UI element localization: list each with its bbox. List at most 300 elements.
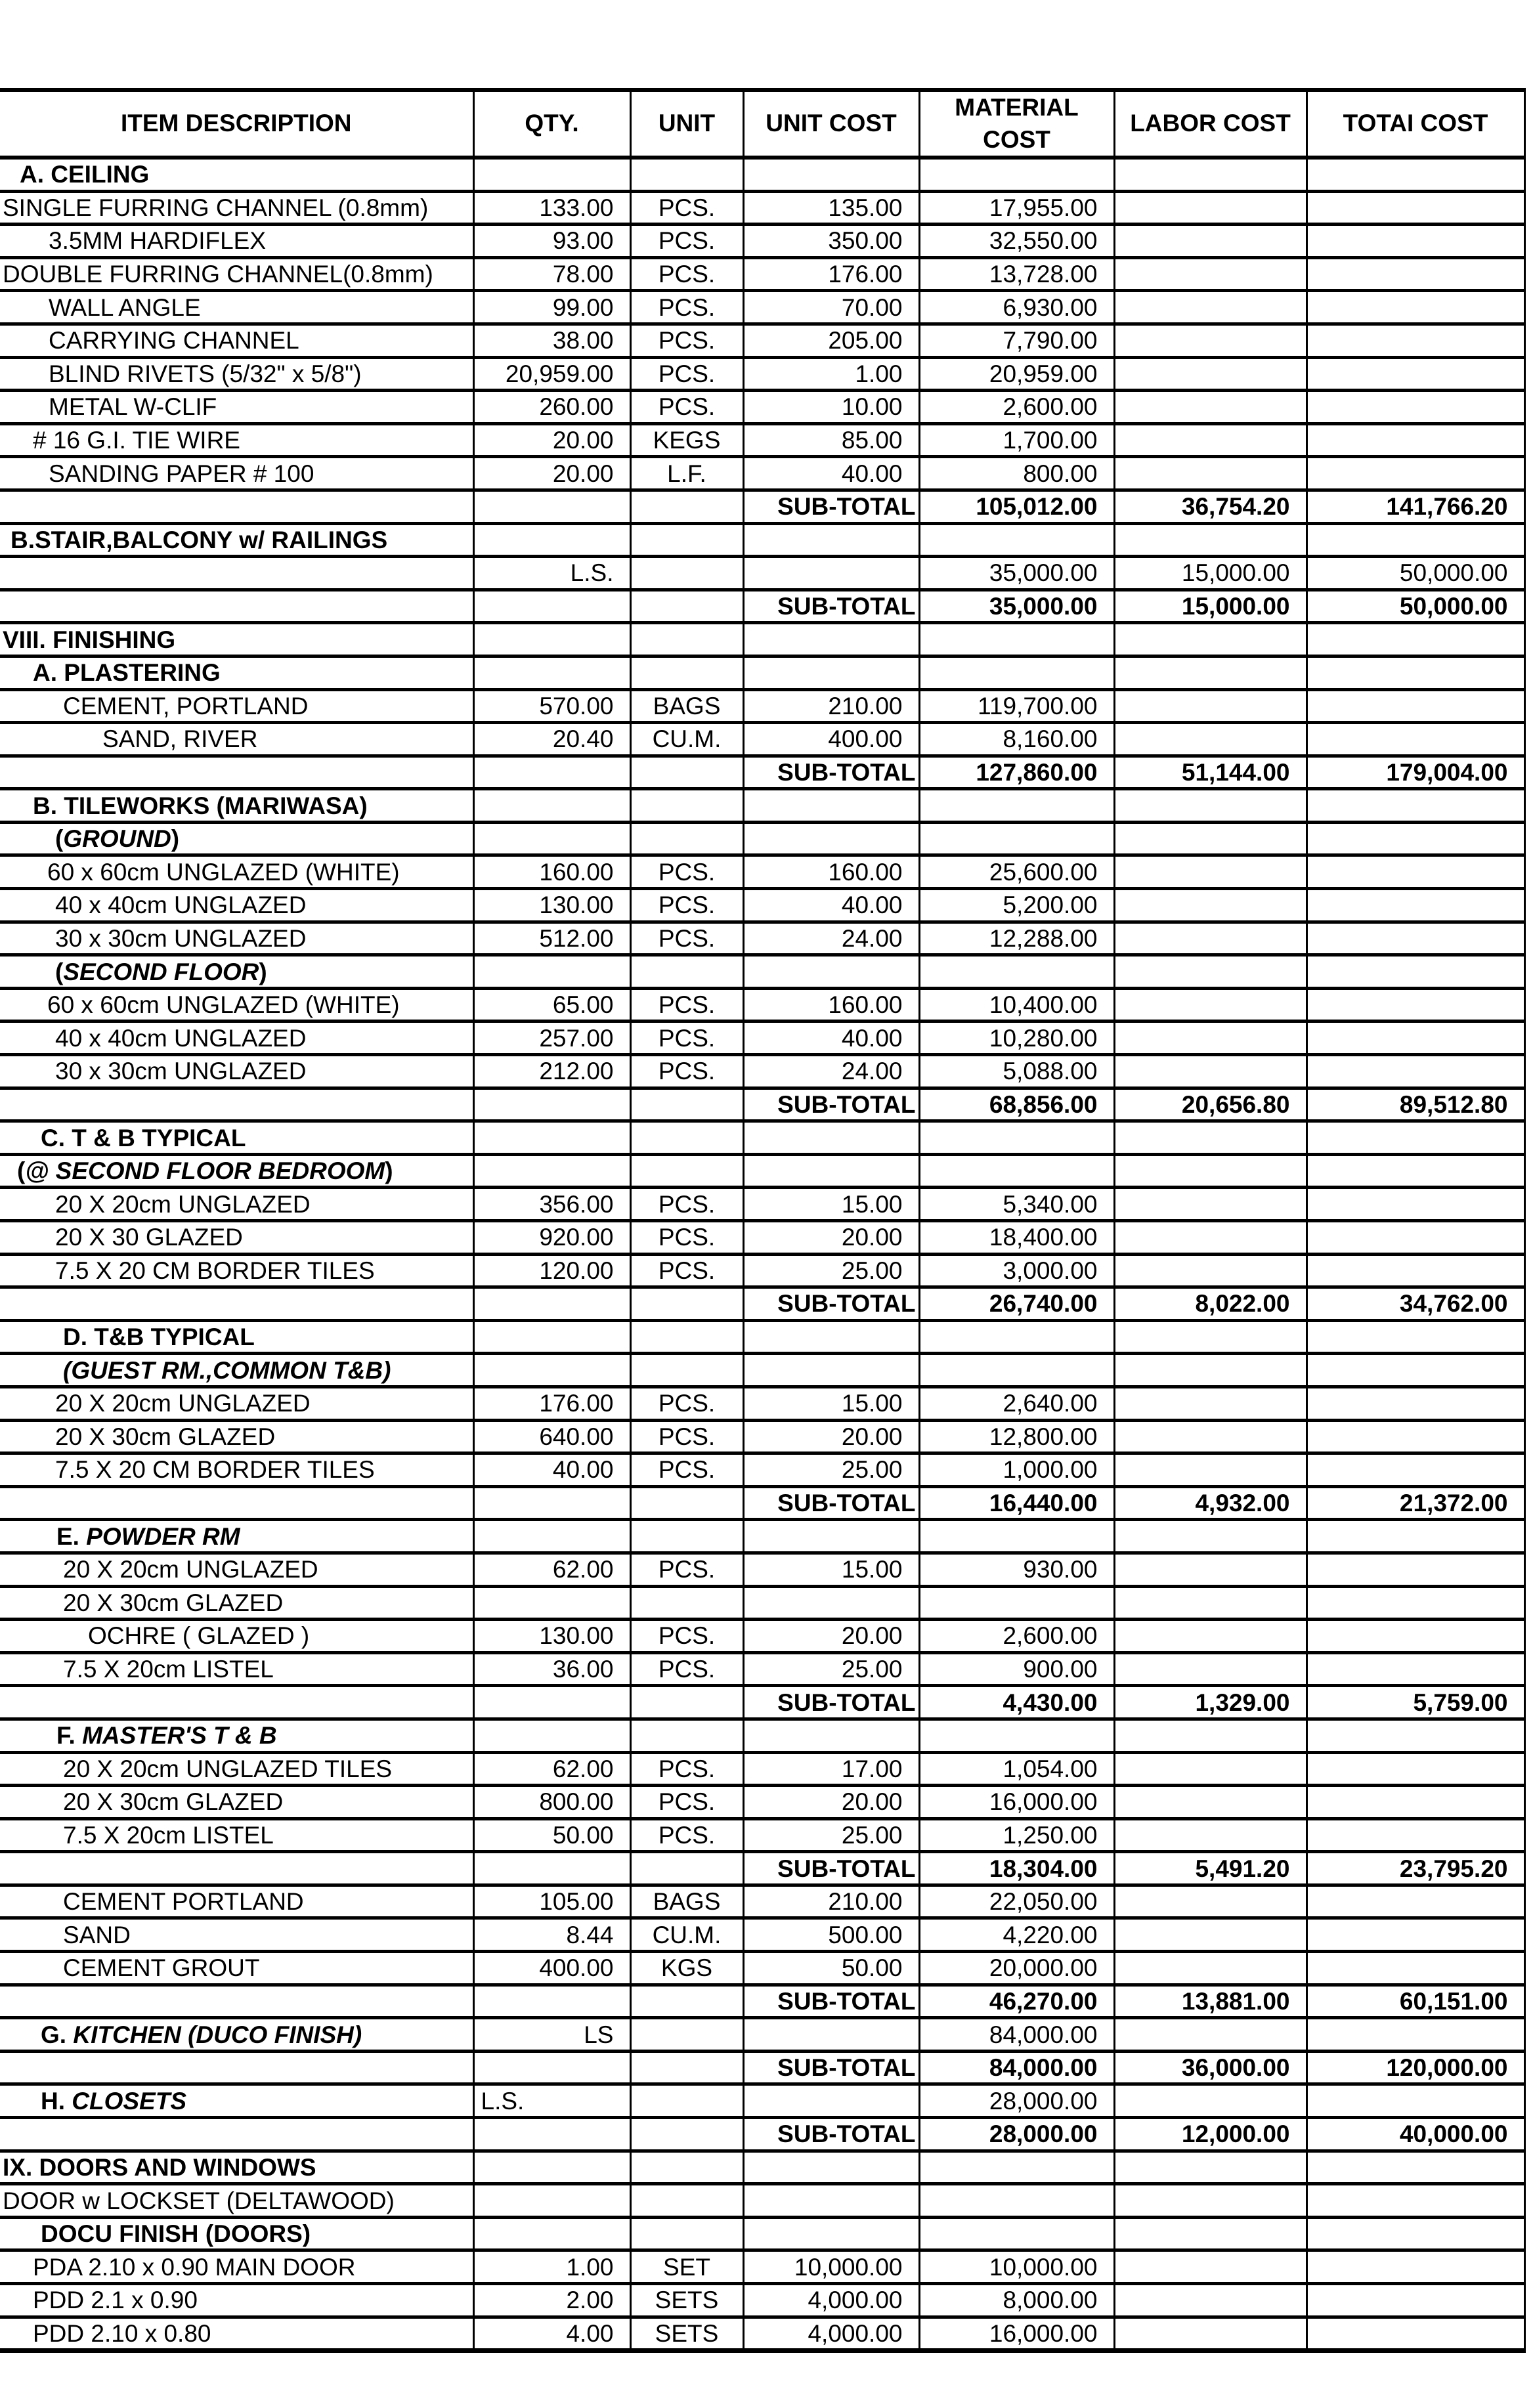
section-title-text: GROUND (63, 825, 171, 853)
total-cost-cell (1306, 1453, 1524, 1487)
line-item-row (0, 1952, 1524, 1985)
item-description-cell: PDD 2.10 x 0.80 (0, 2317, 473, 2351)
total-cost-cell (1306, 2151, 1524, 2184)
material-cost-cell (919, 789, 1114, 823)
line-item-row (0, 723, 1524, 756)
unit-cell: SETS (630, 2284, 743, 2317)
unit-cell: PCS. (630, 225, 743, 258)
qty-cell (473, 623, 630, 656)
section-title-cell (0, 1520, 473, 1553)
unit-cell: PCS. (630, 1752, 743, 1786)
item-description-cell: 20 X 30cm GLAZED (0, 1786, 473, 1819)
unit-cost-cell: 25.00 (743, 1652, 919, 1686)
qty-cell: L.S. (473, 2084, 630, 2118)
qty-cell: 260.00 (473, 391, 630, 424)
total-cost-cell (1306, 1586, 1524, 1620)
qty-cell: 920.00 (473, 1221, 630, 1255)
unit-cell (630, 490, 743, 523)
unit-cell (630, 1121, 743, 1155)
item-description-cell (0, 2118, 473, 2151)
item-description-cell (0, 557, 473, 590)
labor-cost-cell (1114, 855, 1306, 889)
qty-cell: 1.00 (473, 2250, 630, 2284)
line-item-row (0, 988, 1524, 1021)
section-title-text: SECOND FLOOR (63, 958, 259, 985)
qty-cell: 800.00 (473, 1786, 630, 1819)
material-cost-cell: 2,600.00 (919, 1620, 1114, 1653)
unit-cost-cell: 1.00 (743, 357, 919, 391)
subtotal-label: SUB-TOTAL (743, 1985, 919, 2018)
material-cost-cell: 32,550.00 (919, 225, 1114, 258)
section-header-row (0, 1719, 1524, 1752)
section-title-cell: VIII. FINISHING (0, 623, 473, 656)
line-item-row (0, 1420, 1524, 1453)
line-item-row (0, 1055, 1524, 1088)
qty-cell: 257.00 (473, 1021, 630, 1055)
section-header-row (0, 623, 1524, 656)
line-item-row (0, 2184, 1524, 2218)
total-cost-cell (1306, 1752, 1524, 1786)
labor-cost-cell (1114, 1520, 1306, 1553)
line-item-row (0, 1221, 1524, 1255)
material-cost-cell: 28,000.00 (919, 2118, 1114, 2151)
total-cost-cell (1306, 1918, 1524, 1952)
qty-cell (473, 1486, 630, 1520)
unit-cell (630, 1686, 743, 1719)
line-item-row (0, 1387, 1524, 1420)
item-description-cell: PDA 2.10 x 0.90 MAIN DOOR (0, 2250, 473, 2284)
item-description-cell (0, 1686, 473, 1719)
subtotal-label: SUB-TOTAL (743, 756, 919, 789)
qty-cell: 176.00 (473, 1387, 630, 1420)
subtotal-label: SUB-TOTAL (743, 2051, 919, 2084)
qty-cell: 212.00 (473, 1055, 630, 1088)
unit-cell (630, 1985, 743, 2018)
unit-cell: CU.M. (630, 723, 743, 756)
item-description-cell: 20 X 20cm UNGLAZED TILES (0, 1752, 473, 1786)
qty-cell: 120.00 (473, 1254, 630, 1287)
unit-cell (630, 1586, 743, 1620)
qty-cell (473, 1719, 630, 1752)
total-cost-cell (1306, 2018, 1524, 2052)
item-description-cell (0, 1985, 473, 2018)
qty-cell: 36.00 (473, 1652, 630, 1686)
material-cost-cell: 18,400.00 (919, 1221, 1114, 1255)
total-cost-cell: 179,004.00 (1306, 756, 1524, 789)
labor-cost-cell (1114, 1752, 1306, 1786)
labor-cost-cell: 8,022.00 (1114, 1287, 1306, 1321)
unit-cell (630, 822, 743, 855)
total-cost-cell: 141,766.20 (1306, 490, 1524, 523)
line-item-row (0, 1620, 1524, 1653)
unit-cell: PCS. (630, 1420, 743, 1453)
total-cost-cell (1306, 191, 1524, 225)
qty-cell (473, 1287, 630, 1321)
total-cost-cell (1306, 225, 1524, 258)
labor-cost-cell (1114, 988, 1306, 1021)
line-item-row (0, 1453, 1524, 1487)
unit-cost-cell (743, 1320, 919, 1354)
total-cost-cell: 40,000.00 (1306, 2118, 1524, 2151)
subtotal-row (0, 1088, 1524, 1121)
labor-cost-cell (1114, 225, 1306, 258)
item-description-cell: 40 x 40cm UNGLAZED (0, 1021, 473, 1055)
section-title-cell (0, 2018, 473, 2052)
total-cost-cell (1306, 1620, 1524, 1653)
item-description-cell: SAND, RIVER (0, 723, 473, 756)
material-cost-cell (919, 1320, 1114, 1354)
labor-cost-cell (1114, 158, 1306, 191)
item-description-cell: 20 X 30cm GLAZED (0, 1420, 473, 1453)
section-header-row (0, 789, 1524, 823)
line-item-row (0, 2284, 1524, 2317)
total-cost-cell (1306, 523, 1524, 557)
labor-cost-cell (1114, 889, 1306, 922)
material-cost-cell: 18,304.00 (919, 1852, 1114, 1885)
labor-cost-cell: 1,329.00 (1114, 1686, 1306, 1719)
col-header-total-cost: TOTAI COST (1306, 90, 1524, 158)
labor-cost-cell (1114, 1121, 1306, 1155)
item-description-cell: 20 X 30cm GLAZED (0, 1586, 473, 1620)
unit-cell: KGS (630, 1952, 743, 1985)
unit-cost-cell: 500.00 (743, 1918, 919, 1952)
material-cost-cell: 46,270.00 (919, 1985, 1114, 2018)
total-cost-cell (1306, 2284, 1524, 2317)
subtotal-row (0, 1985, 1524, 2018)
qty-cell (473, 1520, 630, 1553)
unit-cell: PCS. (630, 855, 743, 889)
subtotal-row (0, 2051, 1524, 2084)
item-description-cell (0, 756, 473, 789)
total-cost-cell: 23,795.20 (1306, 1852, 1524, 1885)
qty-cell (473, 1354, 630, 1387)
unit-cell (630, 1852, 743, 1885)
section-header-row (0, 1520, 1524, 1553)
section-title-cell: IX. DOORS AND WINDOWS (0, 2151, 473, 2184)
section-title-cell (0, 2084, 473, 2118)
total-cost-cell (1306, 1719, 1524, 1752)
material-cost-cell: 4,430.00 (919, 1686, 1114, 1719)
unit-cost-cell (743, 1121, 919, 1155)
unit-cell (630, 1719, 743, 1752)
line-item-row (0, 689, 1524, 723)
unit-cell (630, 2018, 743, 2052)
total-cost-cell (1306, 955, 1524, 989)
labor-cost-cell (1114, 1420, 1306, 1453)
total-cost-cell (1306, 822, 1524, 855)
qty-cell: 8.44 (473, 1918, 630, 1952)
unit-cost-cell: 15.00 (743, 1188, 919, 1221)
total-cost-cell (1306, 789, 1524, 823)
unit-cost-cell (743, 2084, 919, 2118)
section-prefix: H. (41, 2087, 72, 2115)
line-item-row (0, 423, 1524, 457)
total-cost-cell: 60,151.00 (1306, 1985, 1524, 2018)
unit-cell (630, 955, 743, 989)
material-cost-cell (919, 623, 1114, 656)
line-item-row (0, 2250, 1524, 2284)
material-cost-cell: 105,012.00 (919, 490, 1114, 523)
item-description-cell: SINGLE FURRING CHANNEL (0.8mm) (0, 191, 473, 225)
total-cost-cell (1306, 1121, 1524, 1155)
material-cost-cell: 5,340.00 (919, 1188, 1114, 1221)
unit-cost-cell: 15.00 (743, 1553, 919, 1586)
unit-cell: KEGS (630, 423, 743, 457)
material-cost-cell: 35,000.00 (919, 590, 1114, 623)
line-item-row (0, 1885, 1524, 1918)
material-cost-cell: 7,790.00 (919, 324, 1114, 357)
qty-cell: L.S. (473, 557, 630, 590)
qty-cell: 2.00 (473, 2284, 630, 2317)
unit-cell: PCS. (630, 922, 743, 955)
unit-cost-cell: 160.00 (743, 988, 919, 1021)
total-cost-cell (1306, 2250, 1524, 2284)
qty-cell: 62.00 (473, 1752, 630, 1786)
section-title-text: CLOSETS (72, 2087, 187, 2115)
line-item-row (0, 1553, 1524, 1586)
section-prefix: G. (41, 2021, 74, 2048)
total-cost-cell (1306, 1154, 1524, 1188)
item-description-cell: 3.5MM HARDIFLEX (0, 225, 473, 258)
qty-cell: 400.00 (473, 1952, 630, 1985)
material-cost-cell: 84,000.00 (919, 2018, 1114, 2052)
qty-cell (473, 2151, 630, 2184)
labor-cost-cell (1114, 1154, 1306, 1188)
unit-cell (630, 1354, 743, 1387)
labor-cost-cell (1114, 457, 1306, 490)
unit-cost-cell (743, 158, 919, 191)
unit-cell: CU.M. (630, 1918, 743, 1952)
unit-cell: PCS. (630, 1652, 743, 1686)
section-title-cell: (@ SECOND FLOOR BEDROOM) (0, 1154, 473, 1188)
qty-cell (473, 1121, 630, 1155)
labor-cost-cell (1114, 2184, 1306, 2218)
total-cost-cell (1306, 291, 1524, 324)
labor-cost-cell (1114, 423, 1306, 457)
unit-cost-cell: 4,000.00 (743, 2317, 919, 2351)
item-description-cell: DOOR w LOCKSET (DELTAWOOD) (0, 2184, 473, 2218)
labor-cost-cell (1114, 257, 1306, 291)
subtotal-row (0, 1852, 1524, 1885)
total-cost-cell (1306, 357, 1524, 391)
total-cost-cell (1306, 623, 1524, 656)
qty-cell: 133.00 (473, 191, 630, 225)
material-cost-cell (919, 2217, 1114, 2250)
item-description-cell: 40 x 40cm UNGLAZED (0, 889, 473, 922)
total-cost-cell: 21,372.00 (1306, 1486, 1524, 1520)
unit-cost-cell (743, 523, 919, 557)
unit-cost-cell: 17.00 (743, 1752, 919, 1786)
material-cost-cell (919, 1154, 1114, 1188)
unit-cell (630, 2051, 743, 2084)
labor-cost-cell (1114, 623, 1306, 656)
unit-cost-cell (743, 2184, 919, 2218)
material-cost-cell (919, 955, 1114, 989)
total-cost-cell: 5,759.00 (1306, 1686, 1524, 1719)
labor-cost-cell: 15,000.00 (1114, 590, 1306, 623)
unit-cost-cell: 85.00 (743, 423, 919, 457)
qty-cell: 78.00 (473, 257, 630, 291)
material-cost-cell (919, 656, 1114, 689)
material-cost-cell (919, 822, 1114, 855)
unit-cell: PCS. (630, 257, 743, 291)
unit-cost-cell (743, 1354, 919, 1387)
subtotal-label: SUB-TOTAL (743, 1486, 919, 1520)
section-title-cell: DOCU FINISH (DOORS) (0, 2217, 473, 2250)
qty-cell (473, 2217, 630, 2250)
subtotal-label: SUB-TOTAL (743, 1686, 919, 1719)
unit-cost-cell (743, 1586, 919, 1620)
total-cost-cell (1306, 922, 1524, 955)
line-item-row (0, 1188, 1524, 1221)
unit-cell: BAGS (630, 689, 743, 723)
material-cost-cell: 6,930.00 (919, 291, 1114, 324)
subtotal-row (0, 490, 1524, 523)
total-cost-cell (1306, 988, 1524, 1021)
line-item-row (0, 391, 1524, 424)
unit-cost-cell: 20.00 (743, 1620, 919, 1653)
material-cost-cell: 35,000.00 (919, 557, 1114, 590)
unit-cell: PCS. (630, 1188, 743, 1221)
item-description-cell: CEMENT PORTLAND (0, 1885, 473, 1918)
unit-cost-cell (743, 1719, 919, 1752)
labor-cost-cell (1114, 391, 1306, 424)
total-cost-cell (1306, 723, 1524, 756)
material-cost-cell: 2,600.00 (919, 391, 1114, 424)
total-cost-cell (1306, 855, 1524, 889)
item-description-cell: 7.5 X 20cm LISTEL (0, 1652, 473, 1686)
unit-cost-cell: 20.00 (743, 1786, 919, 1819)
unit-cost-cell: 4,000.00 (743, 2284, 919, 2317)
unit-cost-cell: 40.00 (743, 457, 919, 490)
section-title-cell: B.STAIR,BALCONY w/ RAILINGS (0, 523, 473, 557)
line-item-row (0, 2317, 1524, 2351)
unit-cost-cell: 210.00 (743, 689, 919, 723)
item-description-cell: 30 x 30cm UNGLAZED (0, 1055, 473, 1088)
unit-cost-cell: 176.00 (743, 257, 919, 291)
total-cost-cell: 89,512.80 (1306, 1088, 1524, 1121)
material-cost-cell: 28,000.00 (919, 2084, 1114, 2118)
labor-cost-cell (1114, 2250, 1306, 2284)
unit-cell (630, 1520, 743, 1553)
item-description-cell: WALL ANGLE (0, 291, 473, 324)
item-description-cell (0, 590, 473, 623)
section-title-text: MASTER'S T & B (82, 1722, 277, 1750)
labor-cost-cell (1114, 1354, 1306, 1387)
unit-cost-cell: 50.00 (743, 1952, 919, 1985)
qty-cell (473, 2118, 630, 2151)
section-header-row (0, 822, 1524, 855)
section-prefix: F. (56, 1722, 83, 1750)
unit-cost-cell: 20.00 (743, 1420, 919, 1453)
unit-cell (630, 2084, 743, 2118)
unit-cell: SETS (630, 2317, 743, 2351)
qty-cell: 356.00 (473, 1188, 630, 1221)
unit-cell: SET (630, 2250, 743, 2284)
total-cost-cell (1306, 158, 1524, 191)
material-cost-cell: 1,700.00 (919, 423, 1114, 457)
unit-cell: PCS. (630, 1818, 743, 1852)
total-cost-cell (1306, 656, 1524, 689)
line-item-row (0, 1021, 1524, 1055)
total-cost-cell (1306, 391, 1524, 424)
line-item-row (0, 291, 1524, 324)
qty-cell: 20.40 (473, 723, 630, 756)
labor-cost-cell (1114, 1254, 1306, 1287)
line-item-row (0, 191, 1524, 225)
section-header-row (0, 1121, 1524, 1155)
labor-cost-cell (1114, 1221, 1306, 1255)
item-description-cell: 60 x 60cm UNGLAZED (WHITE) (0, 855, 473, 889)
subtotal-row (0, 1686, 1524, 1719)
qty-cell: 40.00 (473, 1453, 630, 1487)
item-description-cell: DOUBLE FURRING CHANNEL(0.8mm) (0, 257, 473, 291)
total-cost-cell (1306, 1952, 1524, 1985)
labor-cost-cell (1114, 689, 1306, 723)
material-cost-cell: 4,220.00 (919, 1918, 1114, 1952)
labor-cost-cell (1114, 2151, 1306, 2184)
line-item-row (0, 1918, 1524, 1952)
material-cost-cell: 16,000.00 (919, 1786, 1114, 1819)
total-cost-cell: 34,762.00 (1306, 1287, 1524, 1321)
section-title-cell: A. CEILING (0, 158, 473, 191)
labor-cost-cell (1114, 1387, 1306, 1420)
material-cost-cell: 22,050.00 (919, 1885, 1114, 1918)
qty-cell: 20.00 (473, 457, 630, 490)
qty-cell: 38.00 (473, 324, 630, 357)
line-item-row (0, 1652, 1524, 1686)
subtotal-label: SUB-TOTAL (743, 490, 919, 523)
qty-cell (473, 490, 630, 523)
line-item-row (0, 357, 1524, 391)
unit-cost-cell: 135.00 (743, 191, 919, 225)
item-description-cell (0, 1486, 473, 1520)
labor-cost-cell (1114, 2317, 1306, 2351)
labor-cost-cell (1114, 191, 1306, 225)
unit-cost-cell: 25.00 (743, 1818, 919, 1852)
material-cost-cell: 16,440.00 (919, 1486, 1114, 1520)
unit-cost-cell: 15.00 (743, 1387, 919, 1420)
labor-cost-cell (1114, 1918, 1306, 1952)
qty-cell (473, 158, 630, 191)
material-cost-cell: 13,728.00 (919, 257, 1114, 291)
line-item-row (0, 225, 1524, 258)
unit-cost-cell: 70.00 (743, 291, 919, 324)
labor-cost-cell (1114, 1586, 1306, 1620)
total-cost-cell (1306, 2184, 1524, 2218)
qty-cell: 640.00 (473, 1420, 630, 1453)
item-description-cell: CEMENT GROUT (0, 1952, 473, 1985)
col-header-qty: QTY. (473, 90, 630, 158)
item-description-cell (0, 1088, 473, 1121)
material-cost-cell: 127,860.00 (919, 756, 1114, 789)
qty-cell (473, 1985, 630, 2018)
subtotal-row (0, 1287, 1524, 1321)
material-cost-cell: 25,600.00 (919, 855, 1114, 889)
labor-cost-cell (1114, 922, 1306, 955)
section-title-cell: C. T & B TYPICAL (0, 1121, 473, 1155)
labor-cost-cell (1114, 324, 1306, 357)
unit-cost-cell: 25.00 (743, 1254, 919, 1287)
line-item-row (0, 1818, 1524, 1852)
material-cost-cell: 20,959.00 (919, 357, 1114, 391)
labor-cost-cell: 36,754.20 (1114, 490, 1306, 523)
unit-cell: L.F. (630, 457, 743, 490)
line-item-row (0, 1586, 1524, 1620)
unit-cell: PCS. (630, 1387, 743, 1420)
material-cost-cell (919, 2184, 1114, 2218)
labor-cost-cell: 51,144.00 (1114, 756, 1306, 789)
